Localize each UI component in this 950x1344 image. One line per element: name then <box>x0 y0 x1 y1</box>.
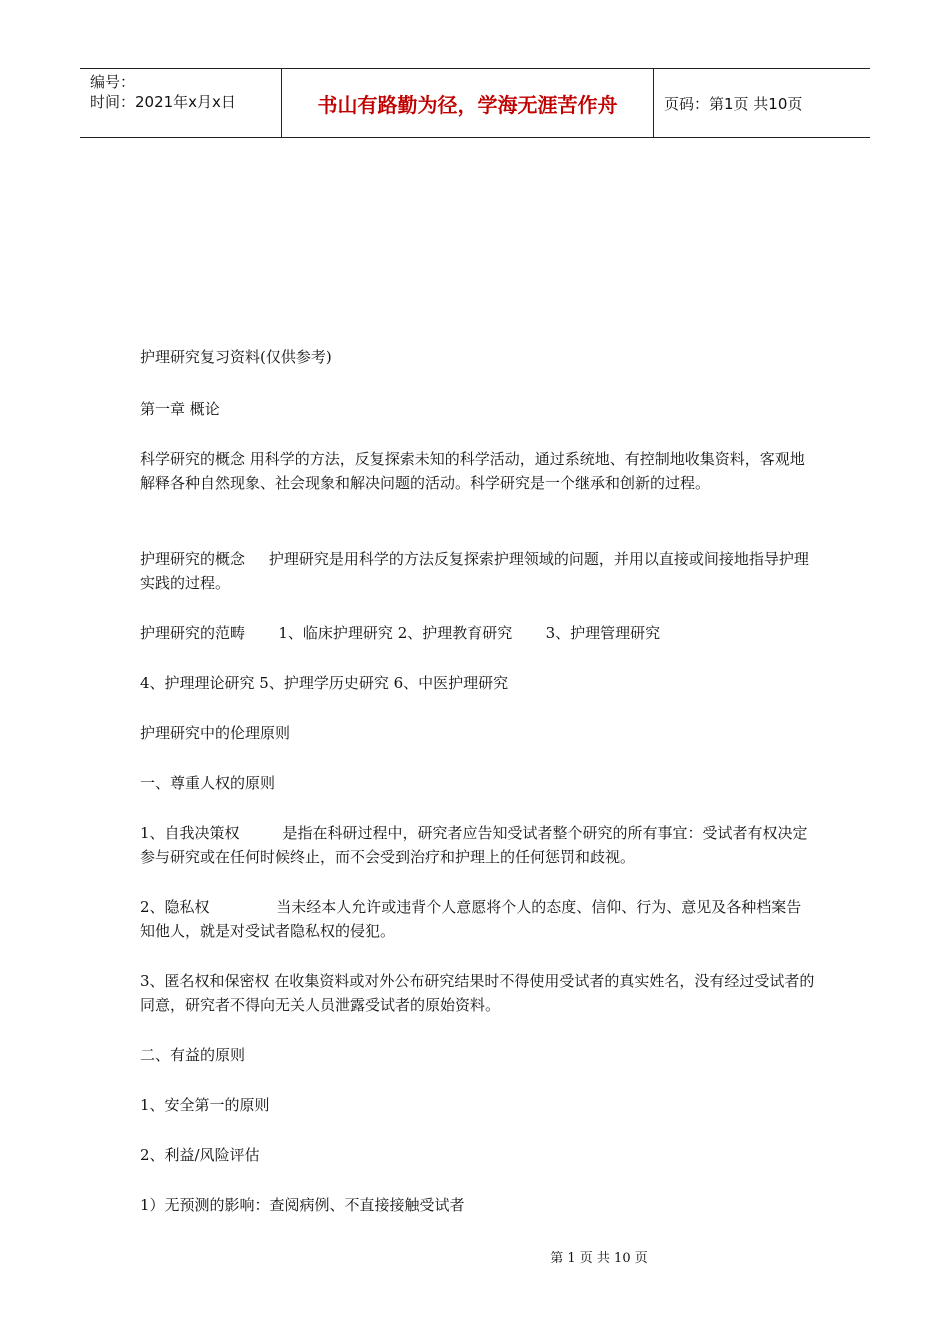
paragraph: 1、自我决策权 是指在科研过程中，研究者应告知受试者整个研究的所有事宜：受试者有权决定参与研究或在任何时候终止，而不会受到治疗和护理上的任何惩罚和歧视。 <box>140 824 808 866</box>
page-header <box>80 68 870 138</box>
section-heading: 一、尊重人权的原则 <box>140 774 276 792</box>
paragraph: 护理研究的范畴 1、临床护理研究 2、护理教育研究 3、护理管理研究 <box>140 624 661 642</box>
paragraph: 2、利益/风险评估 <box>140 1146 260 1164</box>
header-meta <box>80 69 282 137</box>
paragraph: 科学研究的概念 用科学的方法，反复探索未知的科学活动，通过系统地、有控制地收集资料，客观地解释各种自然现象、社会现象和解决问题的活动。科学研究是一个继承和创新的过程。 <box>140 450 805 492</box>
section-heading: 护理研究中的伦理原则 <box>140 724 291 742</box>
paragraph: 2、隐私权 当未经本人允许或违背个人意愿将个人的态度、信仰、行为、意见及各种档案告知他人，就是对受试者隐私权的侵犯。 <box>140 898 802 940</box>
paragraph: 1、安全第一的原则 <box>140 1096 270 1114</box>
paragraph: 3、匿名权和保密权 在收集资料或对外公布研究结果时不得使用受试者的真实姓名，没有经过受试者的同意，研究者不得向无关人员泄露受试者的原始资料。 <box>140 972 815 1014</box>
page-footer: 第 1 页 共 10 页 <box>550 1251 648 1266</box>
number-label: 编号： <box>90 73 136 91</box>
header-page-info: 页码：第1页 共10页 <box>664 94 803 113</box>
paragraph: 1）无预测的影响：查阅病例、不直接接触受试者 <box>140 1196 465 1214</box>
paragraph: 4、护理理论研究 5、护理学历史研究 6、中医护理研究 <box>140 674 509 692</box>
header-motto: 书山有路勤为径，学海无涯苦作舟 <box>282 69 654 137</box>
doc-title: 护理研究复习资料(仅供参考) <box>140 348 332 366</box>
section-heading: 二、有益的原则 <box>140 1046 246 1064</box>
paragraph: 护理研究的概念 护理研究是用科学的方法反复探索护理领域的问题，并用以直接或间接地指导护理实践的过程。 <box>140 550 809 592</box>
chapter-heading: 第一章 概论 <box>140 400 220 418</box>
time-label: 时间：2021年x月x日 <box>90 93 236 111</box>
